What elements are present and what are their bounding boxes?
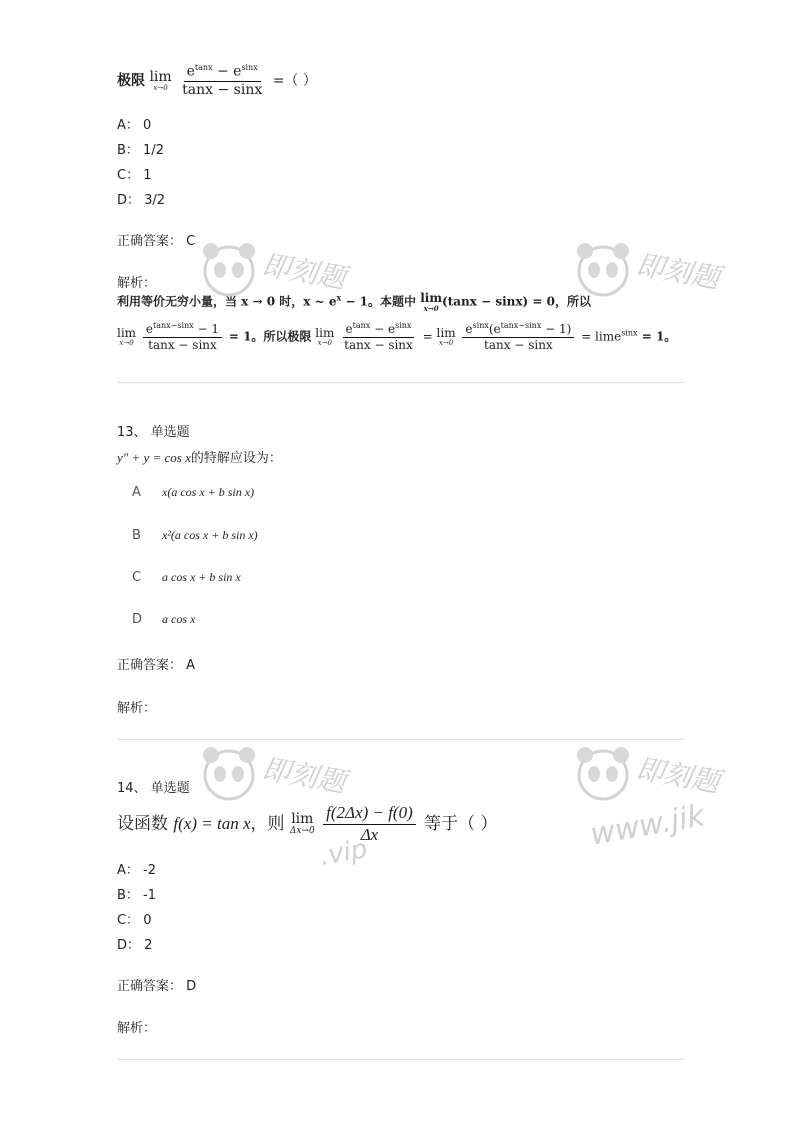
q14-option-a: A： -2: [117, 863, 156, 878]
q13-option-c: C a cos x + b sin x: [132, 570, 241, 585]
q12-fraction: $\frac{e^{tanx} - e^{sinx}}{\tan x - \sin x}$: [182, 63, 263, 99]
divider: [117, 382, 685, 383]
watermark-brand: 即刻题: [633, 247, 722, 296]
q14-stem: 设函数 f(x) = tan x，则 lim Δx→0 $\frac{f(2\Delta x) - f(0)}{\Delta x}$ 等于（ ）: [117, 803, 498, 844]
watermark-url: .vip: [317, 834, 370, 872]
q13-stem-text: 的特解应设为：: [190, 451, 282, 466]
watermark-brand: 即刻题: [259, 247, 348, 296]
divider: [117, 1059, 685, 1060]
divider: [117, 739, 685, 740]
watermark-url: www.jik: [587, 798, 708, 853]
q14-fraction: $\frac{f(2\Delta x) - f(0)}{\Delta x}$: [323, 804, 416, 844]
q12-stem-suffix: =（ ）: [272, 73, 317, 90]
q12-option-a: A： 0: [117, 118, 152, 133]
q14-answer: 正确答案： D: [117, 979, 197, 994]
q12-option-b: B： 1/2: [117, 143, 164, 158]
q14-stem-prefix: 设函数: [117, 814, 168, 835]
panda-watermark-icon: [198, 238, 260, 300]
q13-option-a: A x(a cos x + b sin x): [132, 485, 255, 500]
q12-stem: [117, 64, 317, 98]
q12-lim: lim x→0: [149, 69, 172, 93]
q14-option-b: B： -1: [117, 888, 157, 903]
q14-stem-suffix: 等于（ ）: [424, 814, 498, 835]
q14-header: 14、 单选题: [117, 781, 190, 796]
watermark-brand: 即刻题: [259, 751, 348, 800]
q12-stem-prefix: 极限: [117, 73, 145, 90]
q12-option-d: D： 3/2: [117, 193, 166, 208]
q12-analysis-label: 解析：: [117, 276, 157, 291]
q13-option-b: B x²(a cos x + b sin x): [132, 528, 258, 543]
panda-watermark-icon: [572, 742, 634, 804]
q14-lim: lim Δx→0: [289, 811, 315, 837]
panda-watermark-icon: [198, 742, 260, 804]
q12-option-c: C： 1: [117, 168, 152, 183]
q14-option-c: C： 0: [117, 913, 152, 928]
q12-answer: 正确答案： C: [117, 234, 196, 249]
q14-stem-func: f(x) = tan x: [173, 814, 251, 834]
q13-answer: 正确答案： A: [117, 658, 196, 673]
q12-analysis-line2: lim x→0 $\frac{e^{tanx-sinx} - 1}{\tan x - \sin x}$ = 1。所以极限 lim x→0 $\frac{e^{tanx} - e^{sinx}}{\tan x - \sin x}$ = lim x→0 $\frac{e^{sinx}(e^{tanx-sinx} - 1)}{\tan x - \sin x}$ = lime$^{sinx}$ = 1。: [117, 321, 677, 353]
q14-option-d: D： 2: [117, 938, 153, 953]
q13-option-d: D a cos x: [132, 612, 196, 627]
watermark-brand: 即刻题: [633, 751, 722, 800]
q13-stem: [117, 447, 282, 466]
q13-header: 13、 单选题: [117, 425, 190, 440]
panda-watermark-icon: [572, 238, 634, 300]
q13-analysis-label: 解析：: [117, 701, 157, 716]
q14-analysis-label: 解析：: [117, 1021, 157, 1036]
q12-analysis-line1: 利用等价无穷小量，当 x → 0 时，x ~ $e^x - 1$。本题中 lim x→0 (tanx − sinx) = 0，所以: [117, 291, 591, 313]
q13-stem-math: y″ + y = cos x: [117, 450, 191, 465]
